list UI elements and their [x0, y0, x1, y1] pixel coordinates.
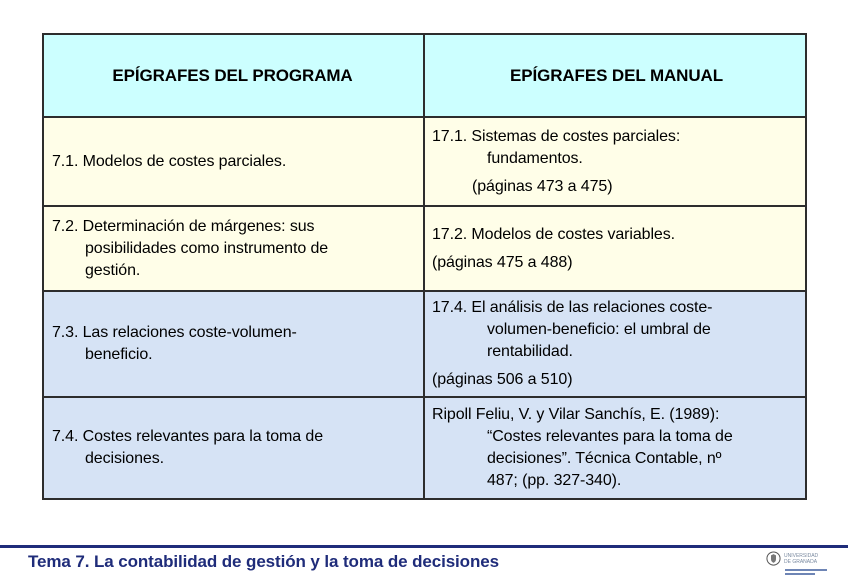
paragraph [432, 126, 801, 170]
text-line: decisiones. [85, 450, 164, 467]
text-line: 487; (pp. 327-340). [487, 472, 622, 489]
text-line: posibilidades como instrumento de [85, 239, 329, 257]
text-line: 17.1. Sistemas de costes parciales: [432, 127, 681, 145]
text-line: 7.2. Determinación de márgenes: sus [52, 217, 315, 235]
caption-bar [785, 573, 815, 575]
text-line: “Costes relevantes para la toma de [487, 428, 733, 445]
text-line: (páginas 475 a 488) [432, 253, 573, 271]
text-line: 7.1. Modelos de costes parciales. [52, 152, 287, 170]
text-line: (páginas 506 a 510) [432, 371, 573, 388]
cell-program-7-4 [44, 398, 425, 498]
cell-program-7-1 [44, 118, 425, 205]
logo-institution-text [784, 553, 818, 565]
paragraph [432, 224, 801, 246]
text-line: 7.3. Las relaciones coste-volumen- [52, 324, 297, 341]
header-cell-manual [425, 35, 805, 116]
table-row-7-1 [44, 118, 805, 207]
header-cell-programa [44, 35, 425, 116]
logo-line-2: DE GRANADA [784, 558, 818, 565]
university-logo [766, 551, 836, 577]
cell-manual-17-1 [425, 118, 805, 205]
logo-caption-bars [785, 569, 836, 575]
header-label-manual: EPÍGRAFES DEL MANUAL [509, 65, 724, 85]
paragraph [52, 216, 413, 282]
paragraph [52, 151, 413, 173]
program-manual-table [42, 33, 807, 500]
text-line: decisiones”. Técnica Contable, nº [487, 450, 722, 467]
paragraph [52, 322, 413, 366]
pages-note [472, 176, 801, 198]
paragraph [432, 297, 801, 363]
cell-manual-17-2 [425, 207, 805, 290]
table-header-row [44, 35, 805, 118]
pages-note [432, 369, 801, 391]
paragraph [52, 426, 413, 470]
text-line: 17.4. El análisis de las relaciones coste- [432, 299, 713, 316]
bibliographic-reference [432, 404, 801, 492]
caption-bar [785, 569, 827, 571]
footer-divider-line [0, 545, 848, 548]
text-line: beneficio. [85, 346, 153, 363]
logo-row [766, 551, 836, 566]
header-label-programa: EPÍGRAFES DEL PROGRAMA [112, 65, 353, 85]
cell-manual-reference [425, 398, 805, 498]
text-line: volumen-beneficio: el umbral de [487, 321, 711, 338]
text-line: fundamentos. [487, 149, 583, 167]
cell-program-7-3 [44, 292, 425, 396]
text-line: gestión. [85, 261, 141, 279]
slide-footer-title: Tema 7. La contabilidad de gestión y la toma de decisiones [28, 552, 499, 571]
text-line: 7.4. Costes relevantes para la toma de [52, 428, 324, 445]
text-line: (páginas 473 a 475) [472, 177, 613, 195]
cell-program-7-2 [44, 207, 425, 290]
table-row-7-2 [44, 207, 805, 292]
universidad-de-granada-seal-icon [766, 551, 781, 566]
table-row-7-4 [44, 398, 805, 498]
pages-note [432, 252, 801, 274]
text-line: rentabilidad. [487, 343, 573, 360]
text-line: Ripoll Feliu, V. y Vilar Sanchís, E. (1989): [432, 406, 720, 423]
cell-manual-17-4 [425, 292, 805, 396]
table-row-7-3 [44, 292, 805, 398]
text-line: 17.2. Modelos de costes variables. [432, 225, 675, 243]
logo-line-1: UNIVERSIDAD [784, 552, 819, 559]
